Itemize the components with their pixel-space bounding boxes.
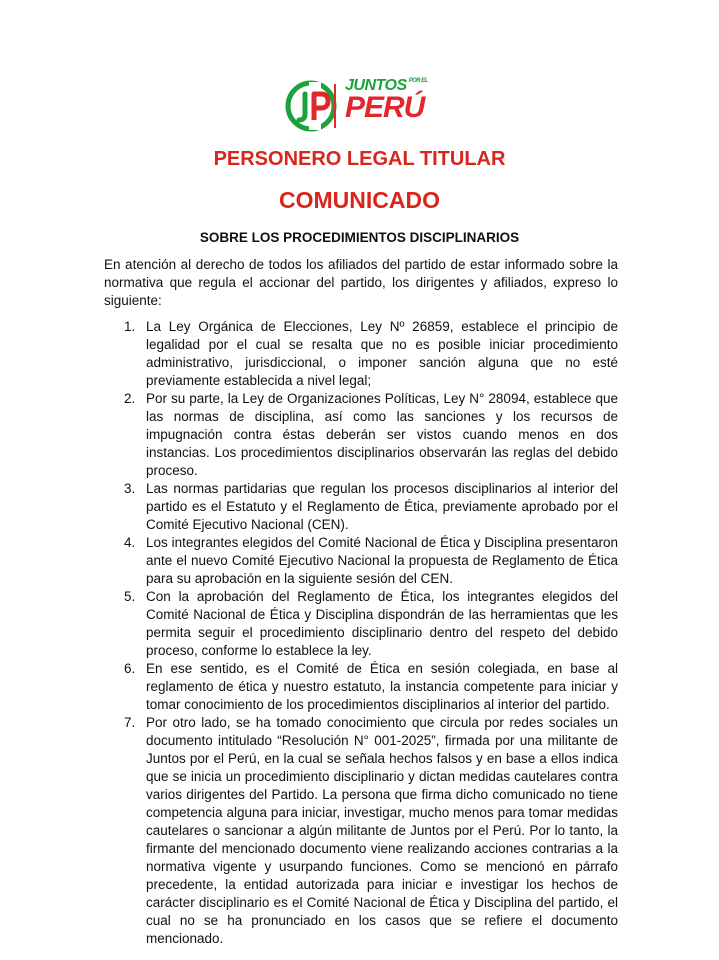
list-item: [104, 660, 618, 714]
list-item-number: 5.: [124, 589, 136, 604]
section-heading: SOBRE LOS PROCEDIMIENTOS DISCIPLINARIOS: [199, 230, 520, 245]
logo-juntos-text: JUNTOS: [345, 77, 407, 94]
list-item-text: La Ley Orgánica de Elecciones, Ley Nº 26859, establece el principio de legalidad por el cual se resalta que no es posible iniciar procedimiento administrativo, jurisdiccional, o imponer sanción alguna que no esté previamente establecida a nivel legal;: [146, 319, 618, 388]
logo-wordmark: [345, 78, 445, 123]
document-subtitle: COMUNICADO: [279, 187, 440, 213]
list-item: [104, 480, 618, 534]
list-item-text: Las normas partidarias que regulan los procesos disciplinarios al interior del partido es el Estatuto y el Reglamento de Ética, previamente aprobado por el Comité Ejecutivo Nacional (CEN).: [146, 481, 618, 532]
list-item: [104, 588, 618, 660]
document-title: PERSONERO LEGAL TITULAR: [213, 148, 506, 170]
list-item-number: 3.: [124, 481, 136, 496]
logo-peru-text: PERÚ: [345, 91, 425, 124]
list-item: [104, 390, 618, 480]
list-item-number: 7.: [124, 715, 136, 730]
numbered-list: [104, 318, 618, 948]
list-item: [104, 534, 618, 588]
jp-monogram-icon: [285, 78, 345, 134]
list-item-number: 6.: [124, 661, 136, 676]
intro-paragraph: En atención al derecho de todos los afiliados del partido de estar informado sobre la normativa que regula el accionar del partido, los dirigentes y afiliados, expreso lo siguiente:: [104, 257, 618, 308]
list-item-number: 2.: [124, 391, 136, 406]
list-item: [104, 714, 618, 948]
list-item-number: 1.: [124, 319, 136, 334]
list-item: [104, 318, 618, 390]
list-item-text: Por su parte, la Ley de Organizaciones Políticas, Ley N° 28094, establece que las normas de disciplina, así como las sanciones y los recursos de impugnación contra éstas deberán ser vistos cuando menos en dos instancias. Los procedimientos disciplinarios observarán las reglas del debido proceso.: [146, 391, 618, 478]
logo-por-el-text: POR EL: [408, 78, 428, 84]
list-item-number: 4.: [124, 535, 136, 550]
list-item-text: Con la aprobación del Reglamento de Ética, los integrantes elegidos del Comité Nacional de Ética y Disciplina dispondrán de las herramientas que les permita seguir el procedimiento disciplinario dentro del respeto del debido proceso, conforme lo establece la ley.: [146, 589, 618, 658]
list-item-text: Los integrantes elegidos del Comité Nacional de Ética y Disciplina presentaron ante el nuevo Comité Ejecutivo Nacional la propuesta de Reglamento de Ética para su aprobación en la siguiente sesión del CEN.: [146, 535, 618, 586]
list-item-text: Por otro lado, se ha tomado conocimiento que circula por redes sociales un documento intitulado “Resolución N° 001-2025”, firmada por una militante de Juntos por el Perú, en la cual se señala hechos falsos y en base a ellos indica que se inicia un procedimiento disciplinario y dictan medidas cautelares contra varios dirigentes del Partido. La persona que firma dicho comunicado no tiene competencia alguna para iniciar, investigar, mucho menos para tomar medidas cautelares o sancionar a algún militante de Juntos por el Perú. Por lo tanto, la firmante del mencionado documento viene realizando acciones contrarias a la normativa vigente y usurpando funciones. Como se mencionó en párrafo precedente, la entidad autorizada para iniciar e investigar los hechos de carácter disciplinario es el Comité Nacional de Ética y Disciplina del partido, el cual no se ha pronunciado en los casos que se refiere el documento mencionado.: [146, 715, 618, 946]
list-item-text: En ese sentido, es el Comité de Ética en sesión colegiada, en base al reglamento de ética y nuestro estatuto, la instancia competente para iniciar y tomar conocimiento de los procedimientos disciplinarios al interior del partido.: [146, 661, 618, 712]
